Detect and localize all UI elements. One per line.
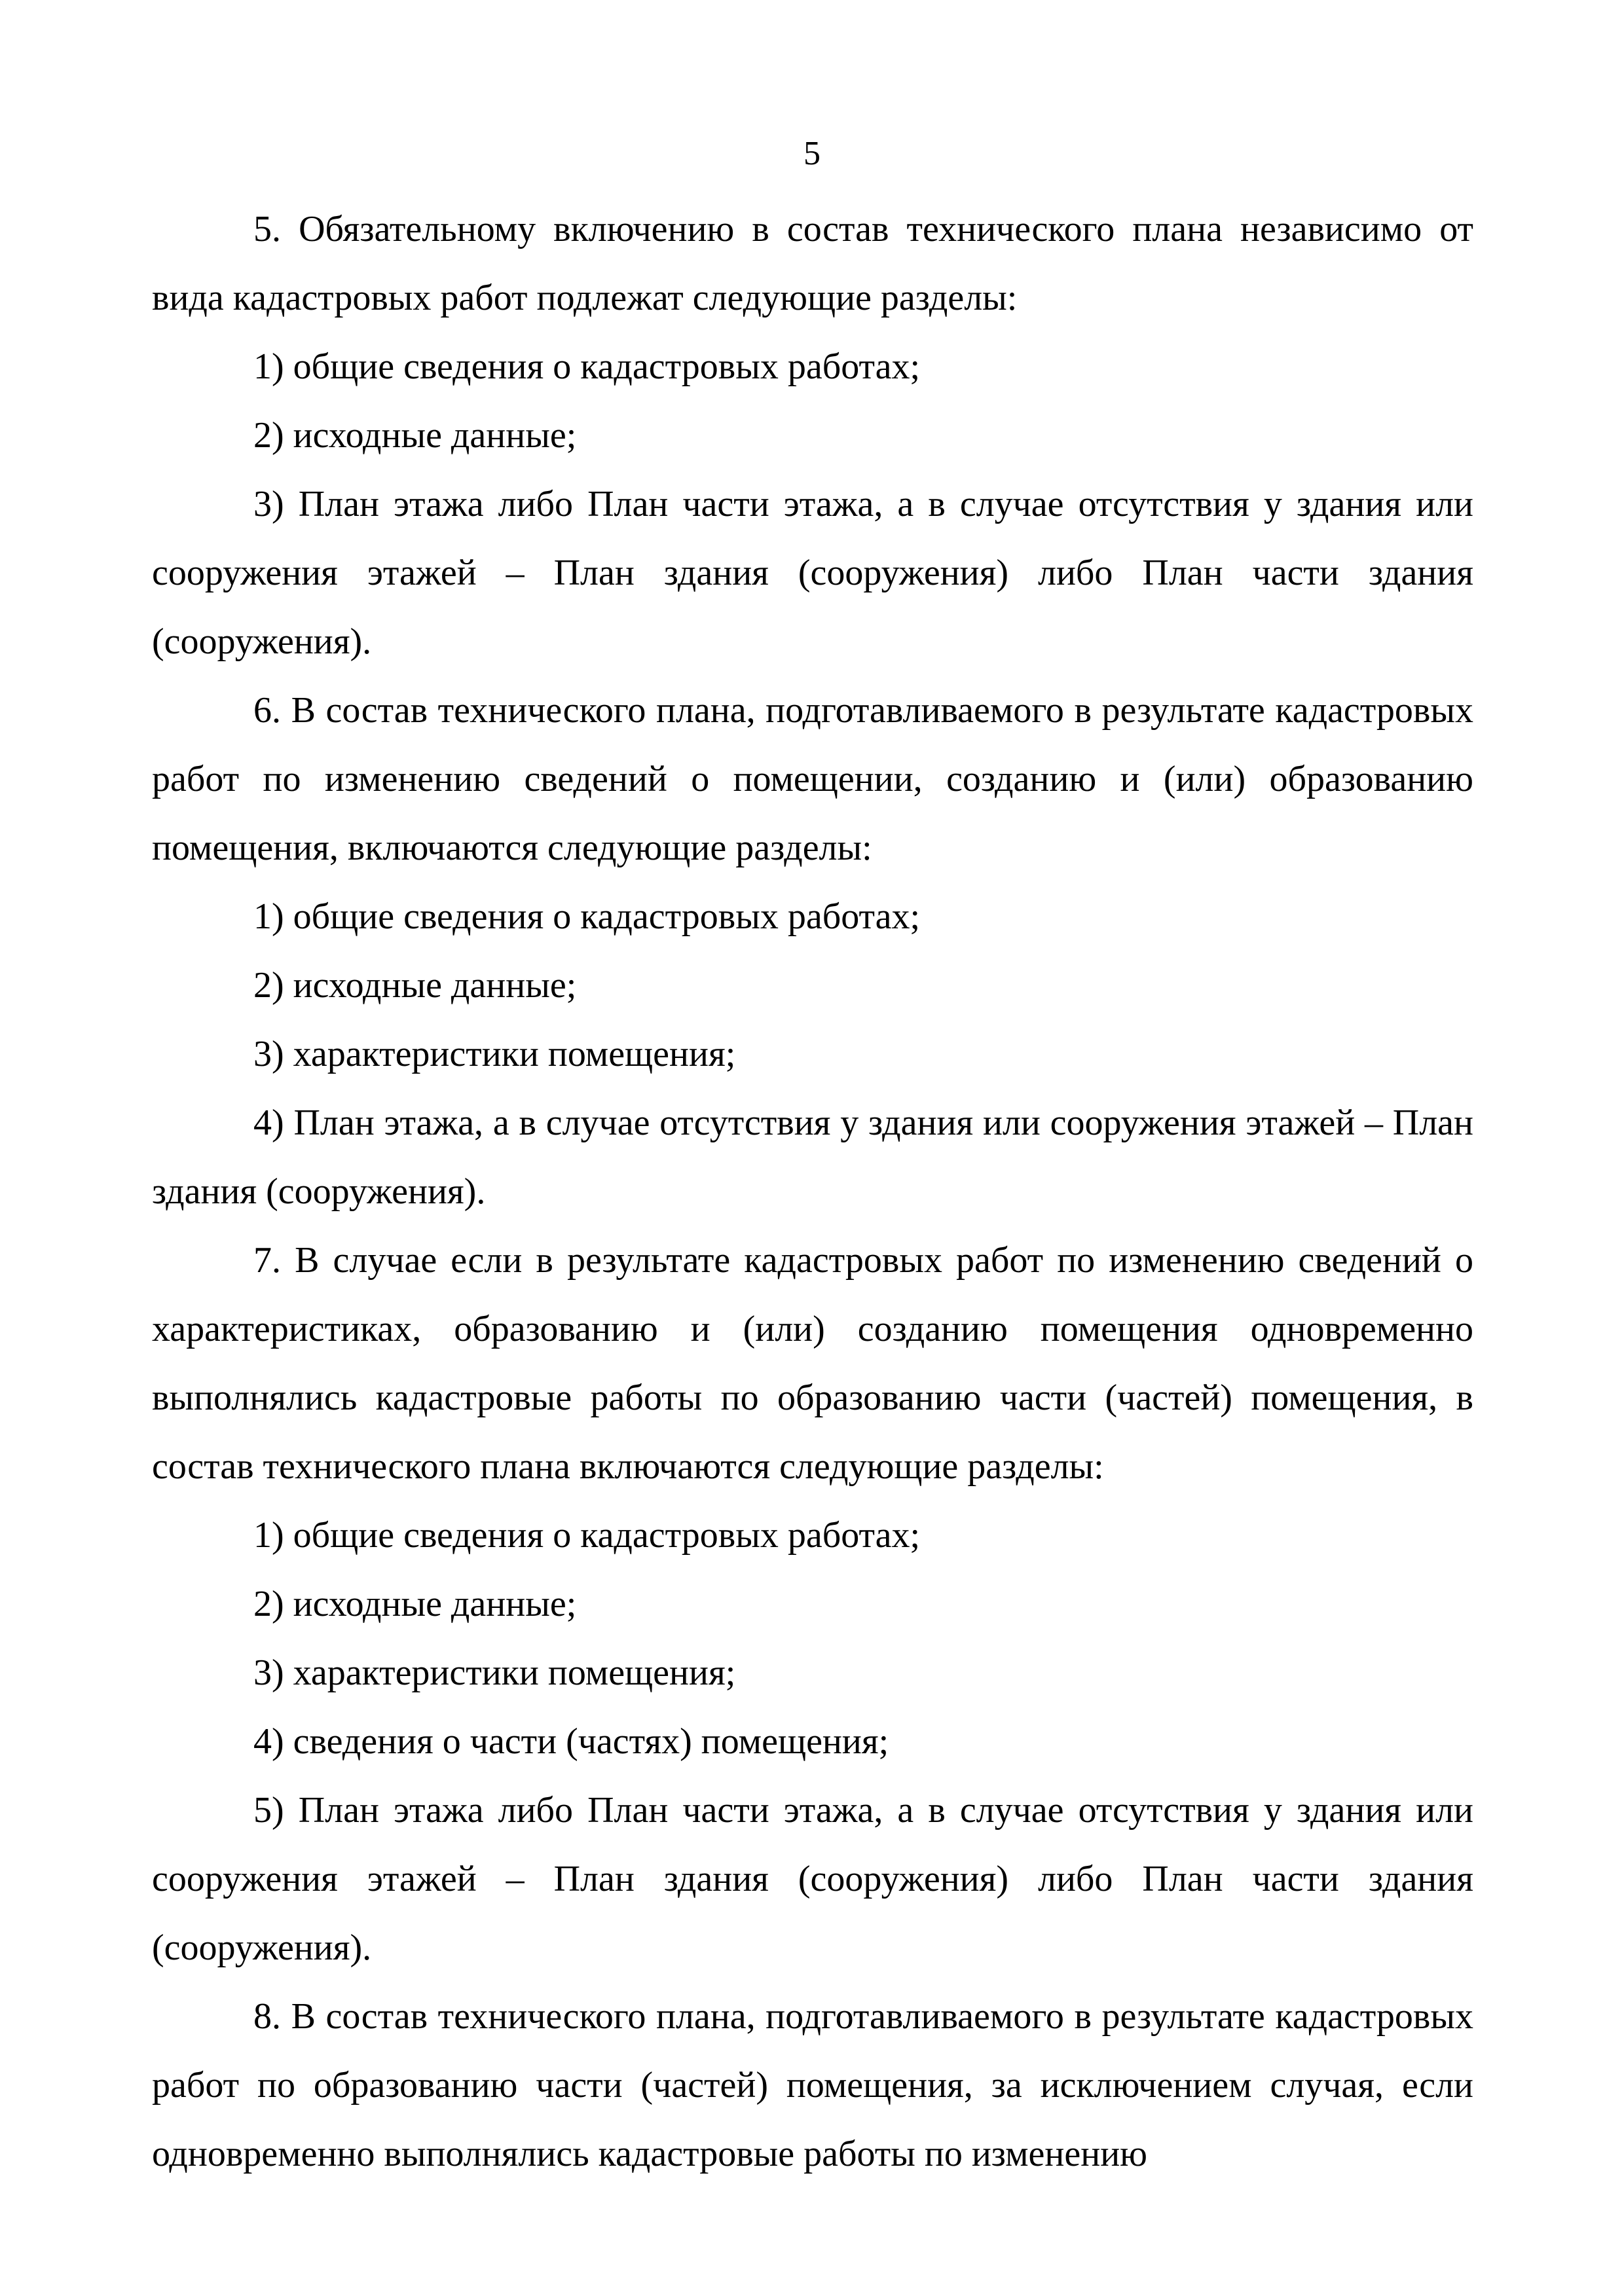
list-item: 1) общие сведения о кадастровых работах;: [253, 896, 921, 937]
list-item: 2) исходные данные;: [253, 965, 577, 1006]
list-item: 1) общие сведения о кадастровых работах;: [253, 1515, 921, 1556]
paragraph-item-7: 7. В случае если в результате кадастровых работ по изменению сведений о характеристиках, образованию и (или) созданию помещения одновременно выполнялись кадастровые работы по образованию части (частей) помещения, в состав технического плана включаются следующие разделы:: [152, 1240, 1473, 1487]
list-item: 2) исходные данные;: [253, 1584, 577, 1624]
page-number: 5: [803, 135, 821, 172]
list-item: 1) общие сведения о кадастровых работах;: [253, 346, 921, 387]
list-item: 3) характеристики помещения;: [253, 1034, 736, 1074]
paragraph-item-5: 5. Обязательному включению в состав технического плана независимо от вида кадастровых работ подлежат следующие разделы:: [152, 209, 1473, 318]
list-item: 3) План этажа либо План части этажа, а в случае отсутствия у здания или сооружения этажей – План здания (сооружения) либо План части здания (сооружения).: [152, 484, 1473, 662]
list-item: 3) характеристики помещения;: [253, 1652, 736, 1693]
paragraph-item-6: 6. В состав технического плана, подготавливаемого в результате кадастровых работ по изменению сведений о помещении, созданию и (или) образованию помещения, включаются следующие разделы:: [152, 690, 1473, 868]
document-body: [152, 195, 1473, 2189]
list-item: 5) План этажа либо План части этажа, а в случае отсутствия у здания или сооружения этажей – План здания (сооружения) либо План части здания (сооружения).: [152, 1790, 1473, 1968]
list-item: 4) План этажа, а в случае отсутствия у здания или сооружения этажей – План здания (сооружения).: [152, 1102, 1473, 1212]
paragraph-item-8: 8. В состав технического плана, подготавливаемого в результате кадастровых работ по образованию части (частей) помещения, за исключением случая, если одновременно выполнялись кадастровые работы по изменению: [152, 1996, 1473, 2174]
list-item: 2) исходные данные;: [253, 415, 577, 456]
list-item: 4) сведения о части (частях) помещения;: [253, 1721, 889, 1762]
